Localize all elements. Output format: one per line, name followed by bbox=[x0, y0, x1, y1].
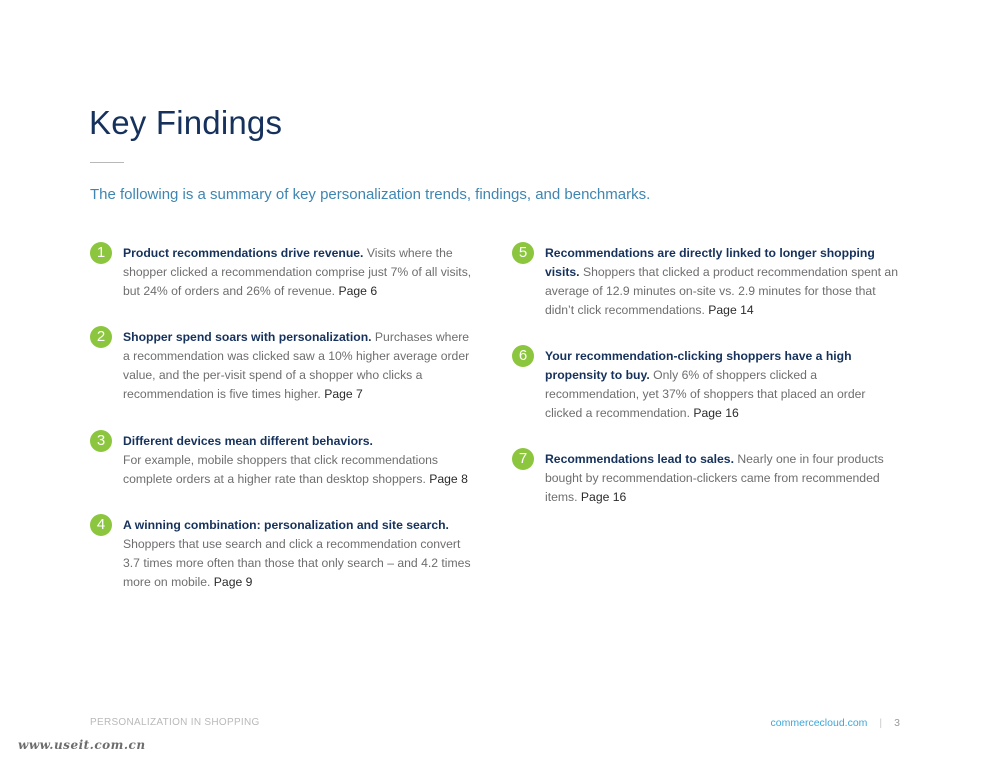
finding-body: Shoppers that use search and click a recommendation convert 3.7 times more often than those that only search – and 4.2 times more on mobile. bbox=[123, 537, 471, 589]
finding-body: Purchases where a recommendation was clicked saw a 10% higher average order value, and the per-visit spend of a shopper who clicks a recommendation is five times higher. bbox=[123, 330, 470, 401]
number-badge: 1 bbox=[90, 242, 112, 264]
finding-lead: Your recommendation-clicking shoppers have a high propensity to buy. bbox=[545, 349, 852, 382]
watermark: www.useit.com.cn bbox=[18, 738, 146, 752]
finding-lead: Shopper spend soars with personalization. bbox=[123, 330, 372, 344]
page-reference: Page 9 bbox=[213, 575, 253, 589]
finding-3 bbox=[90, 430, 485, 500]
page-subtitle: The following is a summary of key personalization trends, findings, and benchmarks. bbox=[90, 186, 651, 203]
footer-right bbox=[771, 717, 900, 729]
finding-5 bbox=[512, 242, 904, 322]
number-badge: 4 bbox=[90, 514, 112, 536]
footer-site-link[interactable]: commercecloud.com bbox=[770, 717, 868, 729]
page-reference: Page 8 bbox=[429, 472, 468, 486]
number-badge: 2 bbox=[90, 326, 112, 348]
finding-text bbox=[545, 244, 903, 320]
finding-7 bbox=[512, 448, 904, 518]
page-reference: Page 6 bbox=[338, 284, 378, 298]
finding-text bbox=[123, 516, 478, 592]
page-reference: Page 16 bbox=[693, 406, 739, 420]
finding-2 bbox=[90, 326, 480, 406]
page-reference: Page 16 bbox=[580, 490, 627, 504]
footer-separator: | bbox=[879, 717, 883, 729]
number-badge: 6 bbox=[512, 345, 534, 367]
finding-text bbox=[123, 328, 475, 404]
title-divider bbox=[90, 162, 124, 163]
finding-lead: Recommendations are directly linked to longer shopping visits. bbox=[545, 246, 875, 279]
finding-lead: Recommendations lead to sales. bbox=[545, 452, 734, 466]
number-badge: 5 bbox=[512, 242, 534, 264]
finding-body: Only 6% of shoppers clicked a recommendation, yet 37% of shoppers that placed an order clicked a recommendation. bbox=[545, 368, 866, 420]
page-reference: Page 7 bbox=[324, 387, 363, 401]
finding-6 bbox=[512, 345, 904, 425]
page-title: Key Findings bbox=[89, 104, 283, 141]
finding-text bbox=[123, 432, 485, 489]
finding-body: For example, mobile shoppers that click recommendations complete orders at a higher rate than desktop shoppers. bbox=[123, 453, 438, 486]
number-badge: 3 bbox=[90, 430, 112, 452]
finding-lead: A winning combination: personalization and site search. bbox=[123, 518, 449, 532]
finding-text bbox=[545, 450, 903, 507]
finding-1 bbox=[90, 242, 480, 312]
finding-body: Visits where the shopper clicked a recommendation comprise just 7% of all visits, but 24% of orders and 26% of revenue. bbox=[123, 246, 472, 298]
finding-lead: Product recommendations drive revenue. bbox=[123, 246, 364, 260]
finding-lead: Different devices mean different behaviors. bbox=[123, 434, 373, 448]
number-badge: 7 bbox=[512, 448, 534, 470]
page-reference: Page 14 bbox=[708, 303, 754, 317]
footer-document-title: PERSONALIZATION IN SHOPPING bbox=[90, 717, 260, 728]
finding-4 bbox=[90, 514, 485, 594]
finding-body: Nearly one in four products bought by recommendation-clickers came from recommended items. bbox=[545, 452, 884, 504]
finding-body: Shoppers that clicked a product recommendation spent an average of 12.9 minutes on-site vs. 2.9 minutes for those that didn’t click recommendations. bbox=[545, 265, 898, 317]
finding-text bbox=[123, 244, 480, 301]
finding-text bbox=[545, 347, 875, 423]
page-number: 3 bbox=[894, 717, 900, 729]
